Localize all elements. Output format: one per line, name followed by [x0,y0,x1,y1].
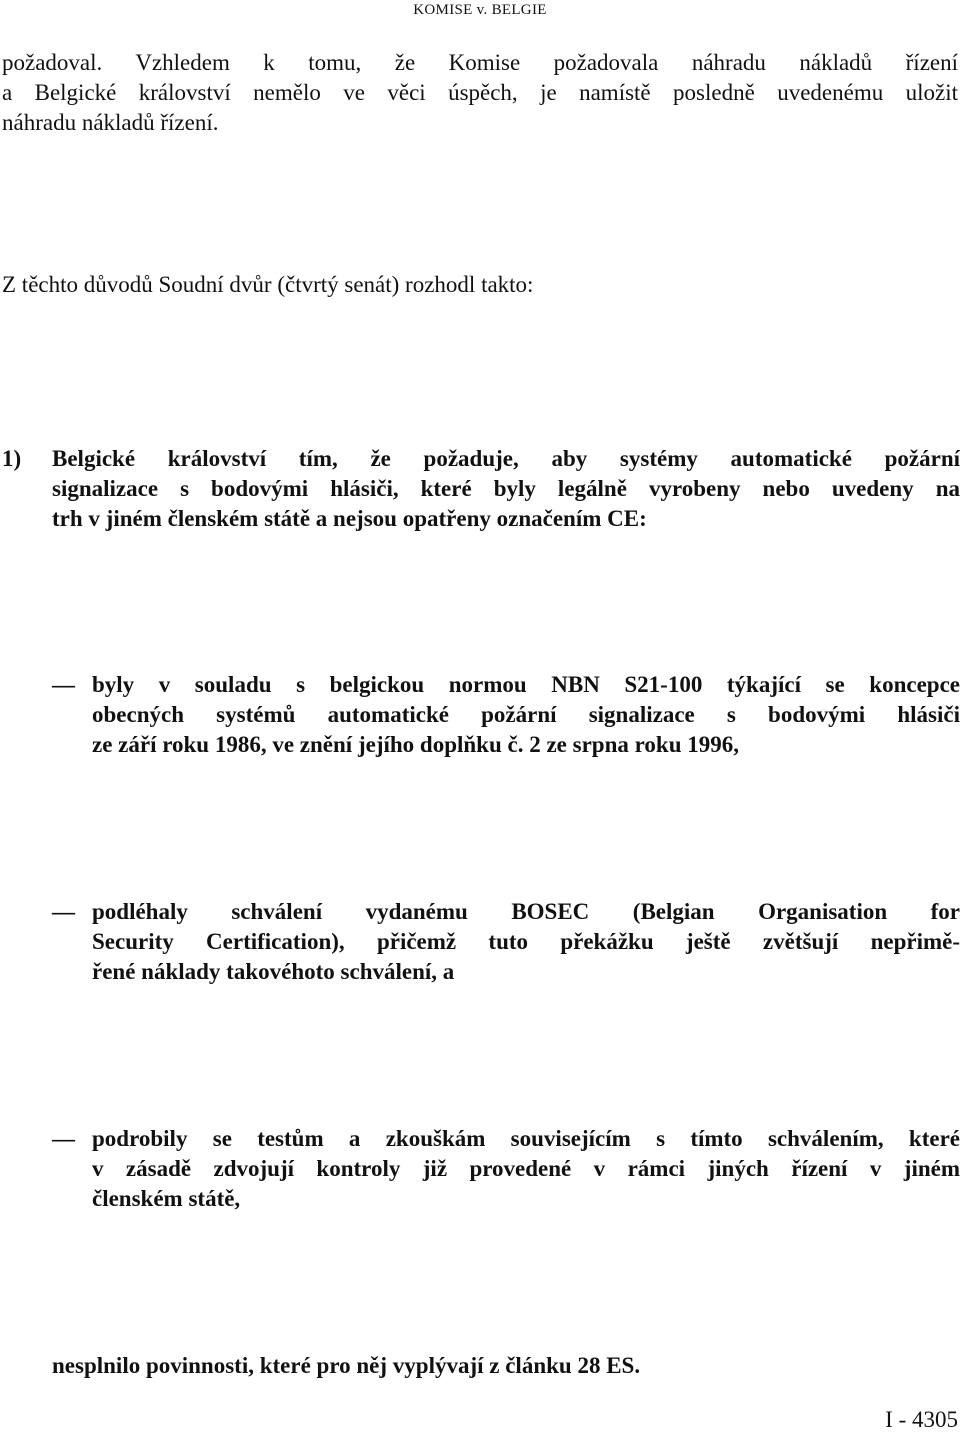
ruling-point-line: trh v jiném členském státě a nejsou opatřeny označením CE: [52,506,647,531]
ruling-point-1 [2,444,960,534]
paragraph-line: požadoval. Vzhledem k tomu, že Komise požadovala náhradu nákladů řízení [2,50,958,75]
ruling-point-line: signalizace s bodovými hlásiči, které byly legálně vyrobeny nebo uvedeny na [52,476,960,501]
condition-line: byly v souladu s belgickou normou NBN S21-100 týkající se koncepce [92,672,960,697]
paragraph-line: náhradu nákladů řízení. [2,110,219,135]
dash-marker: — [52,672,75,697]
page-number: I - 4305 [885,1407,958,1432]
condition-body [92,897,960,987]
dash-marker: — [52,899,75,924]
condition-line: podléhaly schválení vydanému BOSEC (Belgian Organisation for [92,899,960,924]
conclusion-text: nesplnilo povinnosti, které pro něj vyplývají z článku 28 ES. [52,1353,641,1378]
condition-line: řené náklady takovéhoto schválení, a [92,959,455,984]
condition-line: Security Certification), přičemž tuto překážku ještě zvětšují nepřimě- [92,929,960,954]
condition-line: podrobily se testům a zkouškám souvisejícím s tímto schválením, které [92,1126,960,1151]
ruling-point-marker: 1) [2,446,22,471]
ruling-point-line: Belgické království tím, že požaduje, aby systémy automatické požární [52,446,960,471]
conclusion [52,1351,958,1381]
condition-item-approval [2,897,960,987]
condition-line: ze září roku 1986, ve znění jejího doplňku č. 2 ze srpna roku 1996, [92,732,739,757]
condition-line: v zásadě zdvojují kontroly již provedené v rámci jiných řízení v jiném [92,1156,960,1181]
dash-marker: — [52,1126,75,1151]
condition-item-tests [2,1124,960,1214]
ruling-intro [2,270,958,300]
paragraph-line: a Belgické království nemělo ve věci úspěch, je namístě posledně uvedenému uložit [2,80,958,105]
condition-line: obecných systémů automatické požární signalizace s bodovými hlásiči [92,702,960,727]
ruling-point-body [52,444,960,534]
running-header: KOMISE v. BELGIE [413,2,547,18]
condition-item-norm [2,670,960,760]
condition-body [92,1124,960,1214]
condition-line: členském státě, [92,1186,241,1211]
condition-body [92,670,960,760]
ruling-intro-text: Z těchto důvodů Soudní dvůr (čtvrtý senát) rozhodl takto: [2,272,534,297]
costs-paragraph [2,48,958,138]
